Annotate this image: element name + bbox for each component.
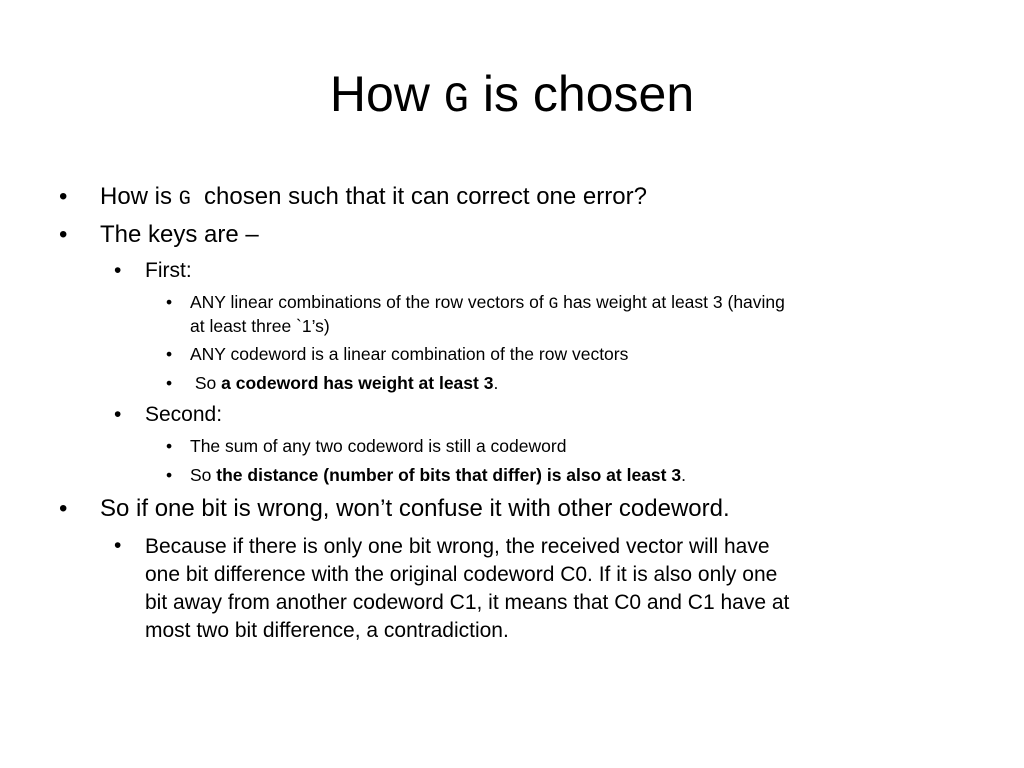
- matrix-symbol: G: [548, 295, 559, 313]
- list-item: [100, 183, 647, 214]
- matrix-symbol: G: [178, 188, 191, 211]
- item-line: [190, 291, 785, 315]
- item-line: bit away from another codeword C1, it means that C0 and C1 have at: [145, 591, 790, 614]
- bullet-icon: •: [59, 495, 68, 522]
- list-item: [145, 533, 789, 645]
- bullet-icon: •: [114, 534, 122, 557]
- list-item: [190, 291, 785, 337]
- item-text: ANY linear combinations of the row vectors of: [190, 292, 549, 312]
- item-line: most two bit difference, a contradiction.: [145, 619, 509, 642]
- list-item: [190, 464, 686, 486]
- bullet-icon: •: [114, 259, 122, 282]
- title-matrix-symbol: G: [443, 76, 469, 124]
- item-text: chosen such that it can correct one error?: [190, 183, 647, 210]
- bullet-icon: •: [166, 373, 173, 393]
- item-bold-text: the distance (number of bits that differ) is also at least 3: [216, 465, 682, 485]
- bullet-icon: •: [166, 292, 173, 312]
- title-suffix: is chosen: [469, 66, 695, 122]
- item-bold-text: a codeword has weight at least 3: [221, 373, 494, 393]
- bullet-icon: •: [59, 183, 68, 210]
- bullet-icon: •: [166, 465, 173, 485]
- list-item: [190, 435, 566, 457]
- item-line: at least three `1’s): [190, 316, 330, 336]
- list-item: [100, 221, 259, 249]
- item-text: How is: [100, 183, 179, 210]
- item-text: So if one bit is wrong, won’t confuse it with other codeword.: [100, 495, 730, 522]
- list-item: [190, 372, 498, 394]
- list-item: [145, 258, 192, 284]
- list-item: [145, 402, 222, 428]
- item-text: First:: [145, 259, 192, 282]
- bullet-icon: •: [166, 436, 173, 456]
- item-text: .: [493, 373, 499, 393]
- item-text: ANY codeword is a linear combination of the row vectors: [190, 344, 629, 364]
- item-text: The keys are –: [100, 221, 259, 248]
- item-line: Because if there is only one bit wrong, the received vector will have: [145, 535, 770, 558]
- bullet-icon: •: [114, 403, 122, 426]
- item-text: So: [190, 465, 217, 485]
- item-text: Second:: [145, 403, 223, 426]
- title-prefix: How: [329, 66, 444, 122]
- item-text: has weight at least 3 (having: [558, 292, 785, 312]
- bullet-icon: •: [59, 221, 68, 248]
- list-item: [100, 495, 730, 523]
- item-text: .: [681, 465, 686, 485]
- bullet-icon: •: [166, 344, 173, 364]
- item-text: The sum of any two codeword is still a codeword: [190, 436, 567, 456]
- item-text: So: [190, 373, 222, 393]
- item-line: one bit difference with the original codeword C0. If it is also only one: [145, 563, 778, 586]
- list-item: [190, 343, 628, 365]
